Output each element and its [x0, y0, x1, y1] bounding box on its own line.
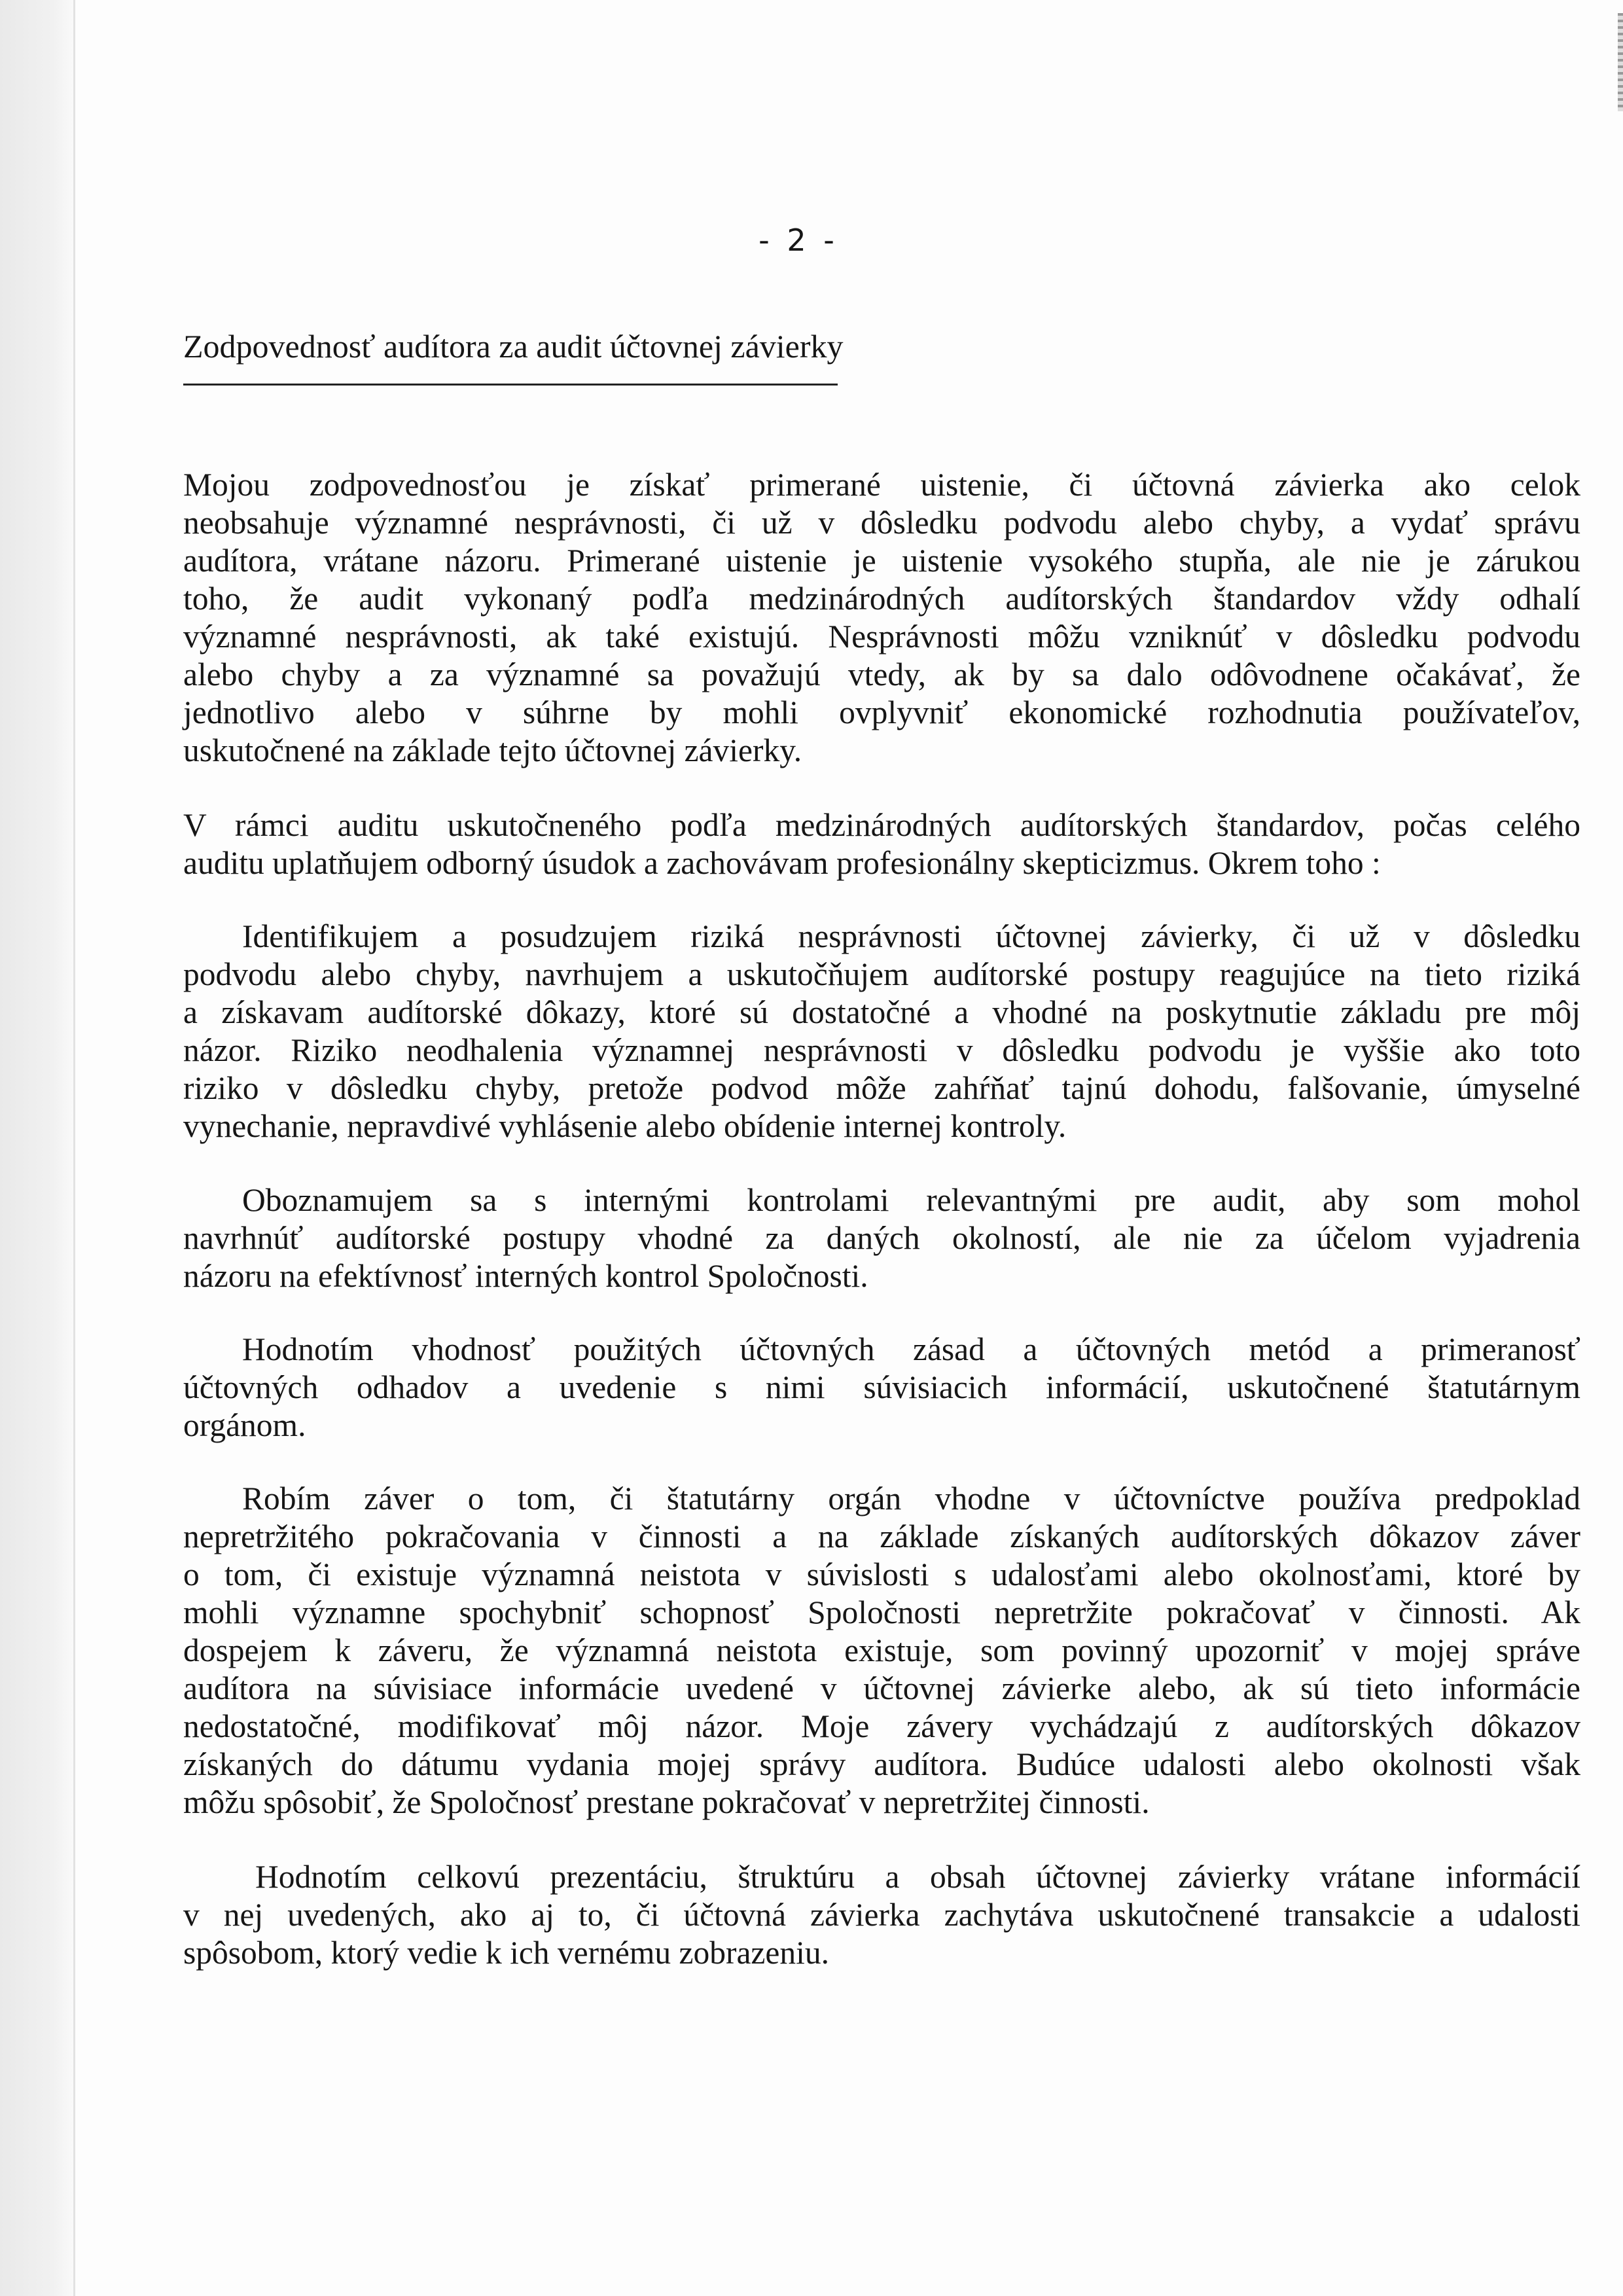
text-line: spôsobom, ktorý vedie k ich vernému zobrazeniu. [183, 1935, 829, 1971]
text-line: mohli významne spochybniť schopnosť Spoločnosti nepretržite pokračovať v činnosti. Ak [183, 1594, 1580, 1630]
text-line: účtovných odhadov a uvedenie s nimi súvisiacich informácií, uskutočnené štatutárnym [183, 1369, 1580, 1405]
text-line: toho, že audit vykonaný podľa medzinárodných audítorských štandardov vždy odhalí [183, 581, 1580, 617]
text-line: v nej uvedených, ako aj to, či účtovná závierka zachytáva uskutočnené transakcie a udalosti [183, 1897, 1580, 1933]
text-line: riziko v dôsledku chyby, pretože podvod môže zahŕňať tajnú dohodu, falšovanie, úmyselné [183, 1070, 1580, 1106]
text-line: získaných do dátumu vydania mojej správy audítora. Budúce udalosti alebo okolnosti však [183, 1746, 1580, 1782]
section-heading: Zodpovednosť audítora za audit účtovnej závierky [183, 328, 844, 365]
text-line: Hodnotím celkovú prezentáciu, štruktúru a obsah účtovnej závierky vrátane informácií [255, 1859, 1580, 1895]
text-line: orgánom. [183, 1407, 306, 1443]
page-number: - 2 - [758, 223, 838, 258]
scan-right-mark [1618, 13, 1623, 111]
text-line: V rámci auditu uskutočneného podľa medzinárodných audítorských štandardov, počas celého [183, 807, 1580, 843]
paragraph [183, 1858, 1580, 1972]
text-line: uskutočnené na základe tejto účtovnej závierky. [183, 732, 802, 768]
paragraph [183, 466, 1580, 770]
text-line: Hodnotím vhodnosť použitých účtovných zásad a účtovných metód a primeranosť [242, 1331, 1580, 1367]
paragraph [183, 1480, 1580, 1821]
text-line: dospejem k záveru, že významná neistota existuje, som povinný upozorniť v mojej správe [183, 1632, 1580, 1668]
scan-left-edge [0, 0, 75, 2296]
text-line: vynechanie, nepravdivé vyhlásenie alebo obídenie internej kontroly. [183, 1108, 1067, 1144]
text-line: o tom, či existuje významná neistota v súvislosti s udalosťami alebo okolnosťami, ktoré by [183, 1556, 1580, 1592]
text-line: a získavam audítorské dôkazy, ktoré sú dostatočné a vhodné na poskytnutie základu pre môj [183, 994, 1580, 1030]
text-line: neobsahuje významné nesprávnosti, či už v dôsledku podvodu alebo chyby, a vydať správu [183, 505, 1580, 541]
text-line: auditu uplatňujem odborný úsudok a zachovávam profesionálny skepticizmus. Okrem toho : [183, 845, 1381, 881]
text-line: nepretržitého pokračovania v činnosti a na základe získaných audítorských dôkazov záver [183, 1518, 1580, 1554]
paragraph [183, 1181, 1580, 1295]
paragraph [183, 806, 1580, 882]
text-line: Robím záver o tom, či štatutárny orgán vhodne v účtovníctve používa predpoklad [242, 1480, 1580, 1516]
text-line: jednotlivo alebo v súhrne by mohli ovplyvniť ekonomické rozhodnutia používateľov, [183, 694, 1580, 730]
scan-edge-line [73, 0, 75, 2296]
text-line: alebo chyby a za významné sa považujú vtedy, ak by sa dalo odôvodnene očakávať, že [183, 656, 1580, 692]
heading-underline [183, 384, 838, 386]
paragraph [183, 918, 1580, 1145]
text-line: audítora na súvisiace informácie uvedené v účtovnej závierke alebo, ak sú tieto informácie [183, 1670, 1580, 1706]
text-line: Oboznamujem sa s internými kontrolami relevantnými pre audit, aby som mohol [242, 1182, 1580, 1218]
text-line: môžu spôsobiť, že Spoločnosť prestane pokračovať v nepretržitej činnosti. [183, 1784, 1150, 1820]
text-line: nedostatočné, modifikovať môj názor. Moje závery vychádzajú z audítorských dôkazov [183, 1708, 1580, 1744]
text-line: podvodu alebo chyby, navrhujem a uskutočňujem audítorské postupy reagujúce na tieto riziká [183, 956, 1580, 992]
text-line: Identifikujem a posudzujem riziká nesprávnosti účtovnej závierky, či už v dôsledku [242, 918, 1580, 954]
text-line: názoru na efektívnosť interných kontrol Spoločnosti. [183, 1258, 868, 1294]
text-line: významné nesprávnosti, ak také existujú. Nesprávnosti môžu vzniknúť v dôsledku podvodu [183, 619, 1580, 655]
text-line: navrhnúť audítorské postupy vhodné za daných okolností, ale nie za účelom vyjadrenia [183, 1220, 1580, 1256]
text-line: názor. Riziko neodhalenia významnej nesprávnosti v dôsledku podvodu je vyššie ako toto [183, 1032, 1580, 1068]
text-line: audítora, vrátane názoru. Primerané uistenie je uistenie vysokého stupňa, ale nie je zárukou [183, 543, 1580, 579]
text-line: Mojou zodpovednosťou je získať primerané uistenie, či účtovná závierka ako celok [183, 467, 1580, 503]
paragraph [183, 1331, 1580, 1444]
